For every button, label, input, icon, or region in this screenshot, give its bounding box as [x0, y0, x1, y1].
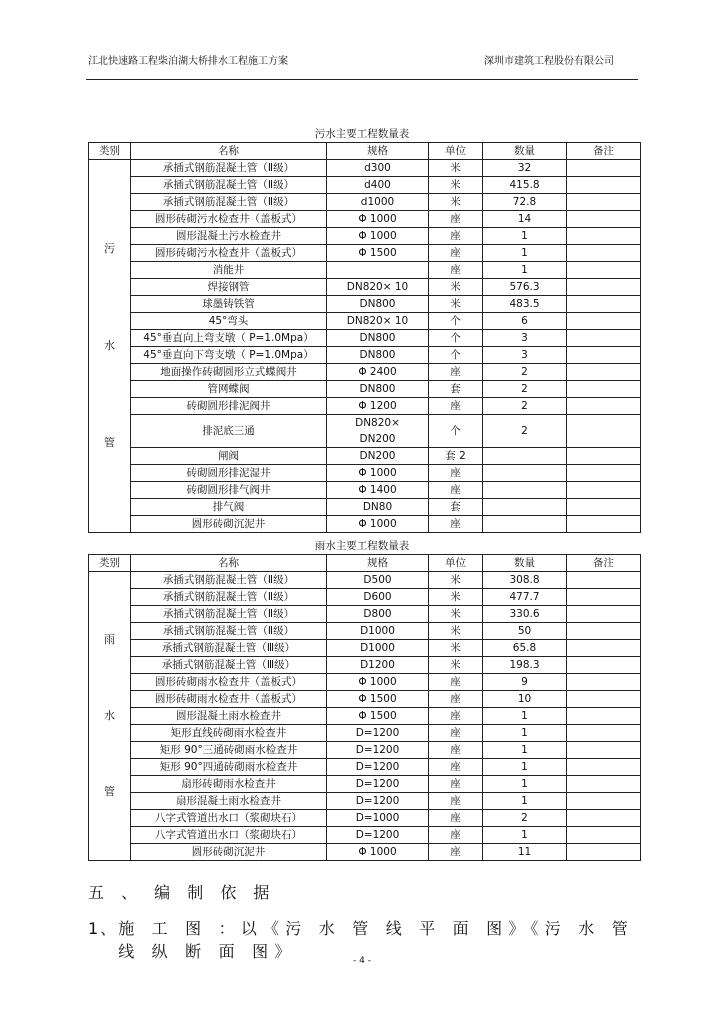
spec-cell: d400 — [327, 177, 429, 194]
unit-cell: 米 — [429, 194, 483, 211]
remark-cell — [567, 313, 641, 330]
column-header: 数量 — [483, 143, 567, 160]
remark-cell — [567, 725, 641, 742]
table-row — [89, 177, 641, 194]
item-name-cell: 承插式钢筋混凝土管（Ⅱ级） — [131, 177, 327, 194]
item-name-cell: 圆形砖砌雨水检查井（盖板式） — [131, 674, 327, 691]
quantity-cell: 1 — [483, 228, 567, 245]
quantity-cell: 2 — [483, 398, 567, 415]
unit-cell: 座 — [429, 691, 483, 708]
item-name-cell: 球墨铸铁管 — [131, 296, 327, 313]
remark-cell — [567, 793, 641, 810]
spec-cell: D=1200 — [327, 793, 429, 810]
item-name-cell: 圆形砖砌雨水检查井（盖板式） — [131, 691, 327, 708]
category-char: 水 — [104, 709, 115, 722]
spec-cell: DN80 — [327, 499, 429, 516]
remark-cell — [567, 398, 641, 415]
quantity-cell: 2 — [483, 381, 567, 398]
quantity-cell: 330.6 — [483, 606, 567, 623]
table-row — [89, 245, 641, 262]
unit-cell: 米 — [429, 160, 483, 177]
spec-cell: Φ 1000 — [327, 228, 429, 245]
table-row — [89, 330, 641, 347]
table-row — [89, 793, 641, 810]
remark-cell — [567, 465, 641, 482]
unit-cell: 个 — [429, 313, 483, 330]
quantity-cell — [483, 482, 567, 499]
spec-cell: DN200 — [327, 448, 429, 465]
unit-cell: 座 — [429, 245, 483, 262]
spec-cell: Φ 1200 — [327, 398, 429, 415]
quantity-cell: 308.8 — [483, 572, 567, 589]
item-name-cell: 45°垂直向下弯支墩（ P=1.0Mpa） — [131, 347, 327, 364]
remark-cell — [567, 482, 641, 499]
unit-cell: 座 — [429, 793, 483, 810]
quantity-cell: 9 — [483, 674, 567, 691]
spec-cell: D1200 — [327, 657, 429, 674]
sewage-quantity-table — [88, 142, 641, 533]
unit-cell: 座 — [429, 516, 483, 533]
quantity-cell: 6 — [483, 313, 567, 330]
category-char: 水 — [104, 339, 115, 352]
spec-cell: D=1000 — [327, 810, 429, 827]
unit-cell: 座 — [429, 482, 483, 499]
item-name-cell: 扇形混凝土雨水检查井 — [131, 793, 327, 810]
quantity-cell: 72.8 — [483, 194, 567, 211]
quantity-cell: 3 — [483, 347, 567, 364]
table-row — [89, 482, 641, 499]
table-row — [89, 499, 641, 516]
item-name-cell: 45°垂直向上弯支墩（ P=1.0Mpa） — [131, 330, 327, 347]
unit-cell: 米 — [429, 572, 483, 589]
unit-cell: 座 — [429, 776, 483, 793]
column-header: 备注 — [567, 555, 641, 572]
item-name-cell: 砖砌圆形排气阀井 — [131, 482, 327, 499]
table-row — [89, 589, 641, 606]
category-cell — [89, 160, 131, 533]
remark-cell — [567, 262, 641, 279]
table-row — [89, 708, 641, 725]
table-row — [89, 827, 641, 844]
quantity-cell: 1 — [483, 742, 567, 759]
spec-cell: d300 — [327, 160, 429, 177]
spec-cell: D=1200 — [327, 725, 429, 742]
item-name-cell: 承插式钢筋混凝土管（Ⅱ级） — [131, 572, 327, 589]
unit-cell: 米 — [429, 623, 483, 640]
quantity-cell: 1 — [483, 708, 567, 725]
header-right: 深圳市建筑工程股份有限公司 — [484, 56, 614, 67]
unit-cell: 座 — [429, 228, 483, 245]
sewage-table-title: 污水主要工程数量表 — [314, 128, 410, 140]
rain-table-title: 雨水主要工程数量表 — [314, 540, 410, 552]
item-name-cell: 砖砌圆形排泥阀井 — [131, 398, 327, 415]
item-name-cell: 承插式钢筋混凝土管（Ⅱ级） — [131, 160, 327, 177]
spec-cell: Φ 1000 — [327, 211, 429, 228]
item-name-cell: 管网蝶阀 — [131, 381, 327, 398]
table-row — [89, 674, 641, 691]
unit-cell: 座 — [429, 810, 483, 827]
item-name-cell: 焊接钢管 — [131, 279, 327, 296]
item-name-cell: 圆形砖砌沉泥井 — [131, 516, 327, 533]
unit-cell: 米 — [429, 606, 483, 623]
section-heading: 五 、 编 制 依 据 — [88, 883, 276, 902]
remark-cell — [567, 381, 641, 398]
table-header-row — [89, 143, 641, 160]
unit-cell: 米 — [429, 296, 483, 313]
table-row — [89, 572, 641, 589]
spec-cell: Φ 1000 — [327, 674, 429, 691]
table-row — [89, 606, 641, 623]
spec-cell: DN800 — [327, 381, 429, 398]
unit-cell: 米 — [429, 589, 483, 606]
quantity-cell: 415.8 — [483, 177, 567, 194]
table-row — [89, 516, 641, 533]
spec-cell: DN800 — [327, 347, 429, 364]
paragraph-number: 1、 — [88, 919, 119, 938]
spec-cell: D=1200 — [327, 759, 429, 776]
unit-cell: 座 — [429, 398, 483, 415]
remark-cell — [567, 589, 641, 606]
item-name-cell: 承插式钢筋混凝土管（Ⅱ级） — [131, 589, 327, 606]
quantity-cell — [483, 448, 567, 465]
category-char: 管 — [104, 436, 115, 449]
remark-cell — [567, 674, 641, 691]
spec-cell: DN820× 10 — [327, 313, 429, 330]
quantity-cell: 2 — [483, 810, 567, 827]
table-row — [89, 465, 641, 482]
quantity-cell — [483, 516, 567, 533]
unit-cell: 座 — [429, 844, 483, 861]
unit-cell: 座 — [429, 262, 483, 279]
item-name-cell: 承插式钢筋混凝土管（Ⅲ级） — [131, 640, 327, 657]
remark-cell — [567, 657, 641, 674]
remark-cell — [567, 245, 641, 262]
spec-cell: DN800 — [327, 330, 429, 347]
spec-cell: D800 — [327, 606, 429, 623]
spec-cell: D=1200 — [327, 776, 429, 793]
item-name-cell: 圆形砖砌污水检查井（盖板式） — [131, 245, 327, 262]
item-name-cell: 矩形 90°四通砖砌雨水检查井 — [131, 759, 327, 776]
spec-cell: Φ 1000 — [327, 465, 429, 482]
spec-cell: Φ 1000 — [327, 516, 429, 533]
remark-cell — [567, 194, 641, 211]
spec-cell: D1000 — [327, 640, 429, 657]
unit-cell: 座 — [429, 364, 483, 381]
page-number: - 4 - — [353, 956, 371, 966]
table-row — [89, 381, 641, 398]
table-row — [89, 742, 641, 759]
remark-cell — [567, 296, 641, 313]
table-row — [89, 448, 641, 465]
table-row — [89, 279, 641, 296]
quantity-cell: 1 — [483, 245, 567, 262]
spec-cell: D1000 — [327, 623, 429, 640]
table-row — [89, 347, 641, 364]
column-header: 规格 — [327, 143, 429, 160]
remark-cell — [567, 279, 641, 296]
item-name-cell: 45°弯头 — [131, 313, 327, 330]
column-header: 数量 — [483, 555, 567, 572]
table-row — [89, 759, 641, 776]
column-header: 类别 — [89, 143, 131, 160]
remark-cell — [567, 177, 641, 194]
remark-cell — [567, 364, 641, 381]
header-divider — [86, 79, 638, 80]
item-name-cell: 圆形砖砌污水检查井（盖板式） — [131, 211, 327, 228]
item-name-cell: 八字式管道出水口（浆砌块石） — [131, 810, 327, 827]
remark-cell — [567, 623, 641, 640]
table-row — [89, 262, 641, 279]
table-row — [89, 160, 641, 177]
unit-cell: 座 — [429, 827, 483, 844]
spec-cell: DN820× DN200 — [327, 415, 429, 448]
quantity-cell: 14 — [483, 211, 567, 228]
spec-cell: Φ 1400 — [327, 482, 429, 499]
quantity-cell: 2 — [483, 364, 567, 381]
item-name-cell: 承插式钢筋混凝土管（Ⅲ级） — [131, 657, 327, 674]
remark-cell — [567, 448, 641, 465]
column-header: 备注 — [567, 143, 641, 160]
item-name-cell: 八字式管道出水口（浆砌块石） — [131, 827, 327, 844]
column-header: 单位 — [429, 555, 483, 572]
unit-cell: 座 — [429, 742, 483, 759]
table-row — [89, 776, 641, 793]
spec-cell: DN820× 10 — [327, 279, 429, 296]
spec-cell: D600 — [327, 589, 429, 606]
remark-cell — [567, 347, 641, 364]
remark-cell — [567, 516, 641, 533]
spec-cell: Φ 1000 — [327, 844, 429, 861]
quantity-cell: 1 — [483, 759, 567, 776]
remark-cell — [567, 330, 641, 347]
spec-cell: D500 — [327, 572, 429, 589]
item-name-cell: 矩形 90°三通砖砌雨水检查井 — [131, 742, 327, 759]
unit-cell: 米 — [429, 177, 483, 194]
remark-cell — [567, 606, 641, 623]
spec-cell — [327, 262, 429, 279]
item-name-cell: 矩形直线砖砌雨水检查井 — [131, 725, 327, 742]
item-name-cell: 圆形混凝土污水检查井 — [131, 228, 327, 245]
table-row — [89, 313, 641, 330]
unit-cell: 套 2 — [429, 448, 483, 465]
unit-cell: 座 — [429, 708, 483, 725]
remark-cell — [567, 776, 641, 793]
spec-cell: D=1200 — [327, 742, 429, 759]
quantity-cell: 3 — [483, 330, 567, 347]
table-row — [89, 810, 641, 827]
table-header-row — [89, 555, 641, 572]
unit-cell: 米 — [429, 279, 483, 296]
item-name-cell: 排气阀 — [131, 499, 327, 516]
quantity-cell: 2 — [483, 415, 567, 448]
table-row — [89, 640, 641, 657]
table-row — [89, 364, 641, 381]
item-name-cell: 扇形砖砌雨水检查井 — [131, 776, 327, 793]
unit-cell: 套 — [429, 381, 483, 398]
category-cell — [89, 572, 131, 861]
unit-cell: 米 — [429, 657, 483, 674]
unit-cell: 座 — [429, 759, 483, 776]
table-row — [89, 844, 641, 861]
column-header: 名称 — [131, 143, 327, 160]
quantity-cell: 1 — [483, 262, 567, 279]
category-char: 管 — [104, 785, 115, 798]
column-header: 单位 — [429, 143, 483, 160]
remark-cell — [567, 708, 641, 725]
column-header: 规格 — [327, 555, 429, 572]
category-char: 雨 — [104, 633, 115, 646]
spec-cell: d1000 — [327, 194, 429, 211]
remark-cell — [567, 691, 641, 708]
item-name-cell: 地面操作砖砌圆形立式蝶阀井 — [131, 364, 327, 381]
quantity-cell: 32 — [483, 160, 567, 177]
unit-cell: 套 — [429, 499, 483, 516]
quantity-cell: 1 — [483, 827, 567, 844]
quantity-cell: 477.7 — [483, 589, 567, 606]
unit-cell: 个 — [429, 347, 483, 364]
item-name-cell: 承插式钢筋混凝土管（Ⅱ级） — [131, 606, 327, 623]
table-row — [89, 398, 641, 415]
spec-cell: Φ 2400 — [327, 364, 429, 381]
remark-cell — [567, 572, 641, 589]
remark-cell — [567, 759, 641, 776]
item-name-cell: 消能井 — [131, 262, 327, 279]
quantity-cell: 1 — [483, 776, 567, 793]
item-name-cell: 承插式钢筋混凝土管（Ⅱ级） — [131, 194, 327, 211]
remark-cell — [567, 827, 641, 844]
remark-cell — [567, 640, 641, 657]
paragraph-text: 施 工 图 ：以《污 水 管 线 平 面 图》《污 水 管 线 纵 断 面 图》 — [118, 919, 634, 961]
spec-cell: Φ 1500 — [327, 708, 429, 725]
unit-cell: 个 — [429, 330, 483, 347]
table-row — [89, 194, 641, 211]
spec-cell: Φ 1500 — [327, 691, 429, 708]
remark-cell — [567, 742, 641, 759]
category-char: 污 — [104, 242, 115, 255]
table-row — [89, 228, 641, 245]
quantity-cell: 1 — [483, 725, 567, 742]
spec-cell: D=1200 — [327, 827, 429, 844]
item-name-cell: 圆形混凝土雨水检查井 — [131, 708, 327, 725]
quantity-cell: 10 — [483, 691, 567, 708]
column-header: 名称 — [131, 555, 327, 572]
table-row — [89, 623, 641, 640]
table-row — [89, 657, 641, 674]
unit-cell: 座 — [429, 465, 483, 482]
item-name-cell: 砖砌圆形排泥湿井 — [131, 465, 327, 482]
unit-cell: 米 — [429, 640, 483, 657]
table-row — [89, 211, 641, 228]
header-left: 江北快速路工程柴泊湖大桥排水工程施工方案 — [88, 56, 288, 67]
remark-cell — [567, 160, 641, 177]
column-header: 类别 — [89, 555, 131, 572]
rain-quantity-table — [88, 554, 641, 861]
quantity-cell: 576.3 — [483, 279, 567, 296]
table-row — [89, 296, 641, 313]
spec-cell: Φ 1500 — [327, 245, 429, 262]
remark-cell — [567, 499, 641, 516]
unit-cell: 座 — [429, 211, 483, 228]
table-row — [89, 415, 641, 448]
remark-cell — [567, 228, 641, 245]
item-name-cell: 排泥底三通 — [131, 415, 327, 448]
quantity-cell: 65.8 — [483, 640, 567, 657]
remark-cell — [567, 415, 641, 448]
remark-cell — [567, 844, 641, 861]
item-name-cell: 圆形砖砌沉泥井 — [131, 844, 327, 861]
quantity-cell: 50 — [483, 623, 567, 640]
quantity-cell: 11 — [483, 844, 567, 861]
quantity-cell: 483.5 — [483, 296, 567, 313]
quantity-cell — [483, 499, 567, 516]
item-name-cell: 承插式钢筋混凝土管（Ⅱ级） — [131, 623, 327, 640]
quantity-cell — [483, 465, 567, 482]
unit-cell: 座 — [429, 674, 483, 691]
remark-cell — [567, 810, 641, 827]
quantity-cell: 198.3 — [483, 657, 567, 674]
table-row — [89, 691, 641, 708]
table-row — [89, 725, 641, 742]
remark-cell — [567, 211, 641, 228]
quantity-cell: 1 — [483, 793, 567, 810]
spec-cell: DN800 — [327, 296, 429, 313]
item-name-cell: 闸阀 — [131, 448, 327, 465]
unit-cell: 座 — [429, 725, 483, 742]
unit-cell: 个 — [429, 415, 483, 448]
